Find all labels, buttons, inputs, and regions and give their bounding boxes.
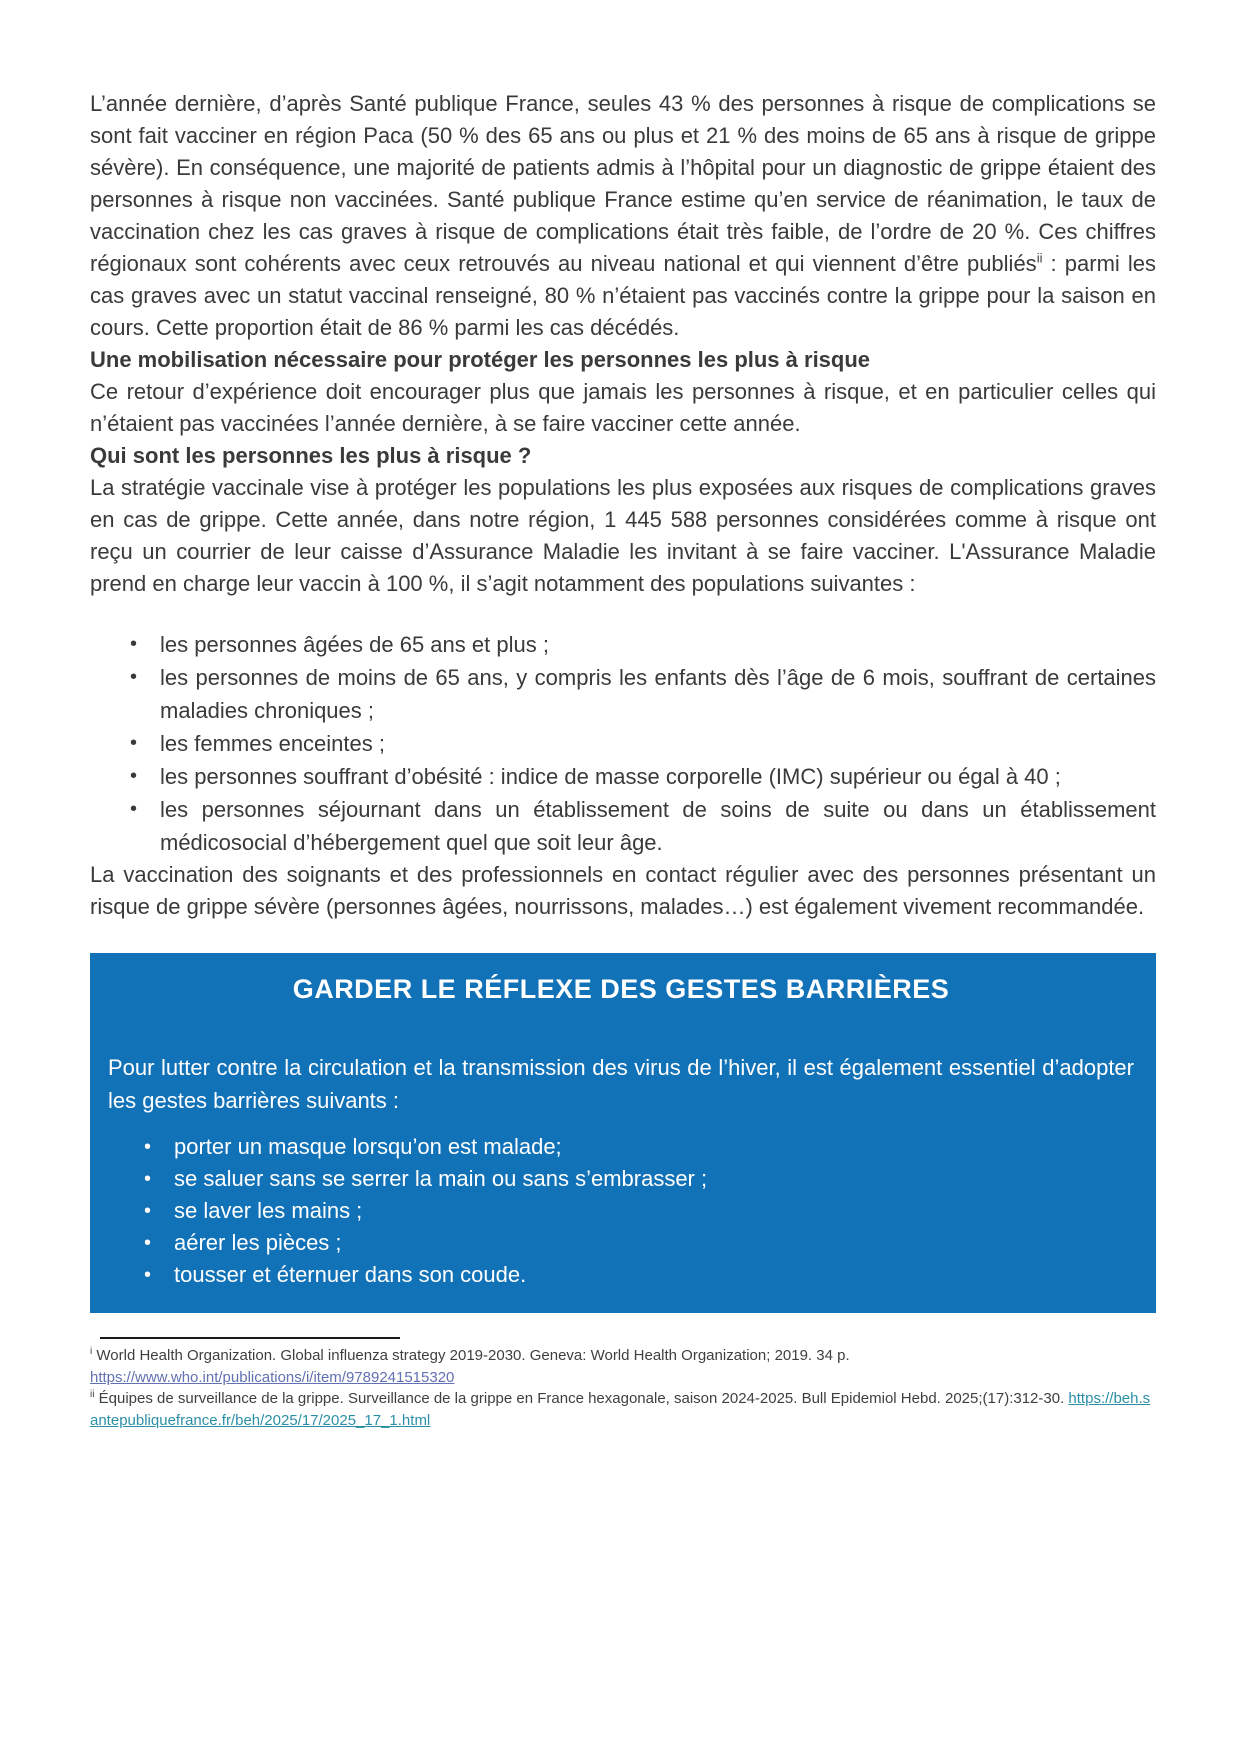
paragraph-strategie: La stratégie vaccinale vise à protéger les populations les plus exposées aux risques de complications graves en cas de grippe. Cette année, dans notre région, 1 445 588 personnes considérées comme à risque ont reçu un courrier de leur caisse d’Assurance Maladie les invitant à se faire vacciner. L'Assurance Maladie prend en charge leur vaccin à 100 %, il s’agit notamment des populations suivantes :	[90, 475, 1156, 596]
risk-list-item: • les personnes de moins de 65 ans, y compris les enfants dès l’âge de 6 mois, souffrant de certaines maladies chroniques ;	[130, 661, 1156, 727]
gesture-list	[108, 1131, 1134, 1291]
gestes-barrieres-callout	[90, 953, 1156, 1313]
footnote-link-beh[interactable]: https://beh.santepubliquefrance.fr/beh/2025/17/2025_17_1.html	[90, 1390, 1151, 1429]
footnote-link-who[interactable]: https://www.who.int/publications/i/item/9789241515320	[90, 1368, 455, 1386]
gesture-list-item: • se laver les mains ;	[144, 1195, 1134, 1227]
risk-groups-list	[90, 628, 1156, 859]
gesture-list-item: • porter un masque lorsqu’on est malade;	[144, 1131, 1134, 1163]
paragraph-soignants: La vaccination des soignants et des professionnels en contact régulier avec des personnes présentant un risque de grippe sévère (personnes âgées, nourrissons, malades…) est également vivement recommandée.	[90, 862, 1156, 919]
gesture-list-item: • se saluer sans se serrer la main ou sans s’embrasser ;	[144, 1163, 1134, 1195]
callout-title: GARDER LE RÉFLEXE DES GESTES BARRIÈRES	[292, 974, 950, 1004]
footnote-ref-ii: ii	[1036, 250, 1043, 266]
intro-paragraph-tail: : parmi les cas graves avec un statut vaccinal renseigné, 80 % n’étaient pas vaccinés contre la grippe pour la saison en cours. Cette proportion était de 86 % parmi les cas décédés.	[90, 251, 1156, 340]
intro-paragraph-text: L’année dernière, d’après Santé publique France, seules 43 % des personnes à risque de complications se sont fait vacciner en région Paca (50 % des 65 ans ou plus et 21 % des moins de 65 ans à risque de grippe sévère). En conséquence, une majorité de patients admis à l’hôpital pour un diagnostic de grippe étaient des personnes à risque non vaccinées. Santé publique France estime qu’en service de réanimation, le taux de vaccination chez les cas graves à risque de complications était très faible, de l’ordre de 20 %. Ces chiffres régionaux sont cohérents avec ceux retrouvés au niveau national et qui viennent d’être publiés	[90, 91, 1156, 276]
intro-paragraph	[90, 88, 1156, 344]
gesture-list-item: • aérer les pièces ;	[144, 1227, 1134, 1259]
footnote-marker-i: i	[90, 1346, 93, 1357]
heading-mobilisation: Une mobilisation nécessaire pour protéger les personnes les plus à risque	[90, 347, 871, 372]
footnote-who	[90, 1345, 1156, 1388]
footnote-marker-ii: ii	[90, 1389, 95, 1400]
paragraph-mobilisation: Ce retour d’expérience doit encourager plus que jamais les personnes à risque, et en particulier celles qui n’étaient pas vaccinées l’année dernière, à se faire vacciner cette année.	[90, 379, 1156, 436]
risk-list-item: • les personnes séjournant dans un établissement de soins de suite ou dans un établissement médicosocial d’hébergement quel que soit leur âge.	[130, 793, 1156, 859]
footnote-text: World Health Organization. Global influenza strategy 2019-2030. Geneva: World Health Organization; 2019. 34 p.	[96, 1347, 850, 1364]
callout-intro: Pour lutter contre la circulation et la transmission des virus de l’hiver, il est également essentiel d’adopter les gestes barrières suivants :	[108, 1055, 1134, 1113]
risk-list-item: • les personnes âgées de 65 ans et plus ;	[130, 628, 1156, 661]
gesture-list-item: • tousser et éternuer dans son coude.	[144, 1259, 1134, 1291]
footnotes-section	[90, 1345, 1156, 1431]
risk-list-item: • les personnes souffrant d’obésité : indice de masse corporelle (IMC) supérieur ou égal à 40 ;	[130, 760, 1156, 793]
footnote-beh	[90, 1388, 1156, 1431]
heading-personnes-risque: Qui sont les personnes les plus à risque ?	[90, 443, 532, 468]
footnote-separator	[100, 1337, 400, 1339]
footnote-text: Équipes de surveillance de la grippe. Surveillance de la grippe en France hexagonale, saison 2024-2025. Bull Epidemiol Hebd. 2025;(17):312-30.	[98, 1390, 1069, 1407]
risk-list-item: • les femmes enceintes ;	[130, 727, 1156, 760]
